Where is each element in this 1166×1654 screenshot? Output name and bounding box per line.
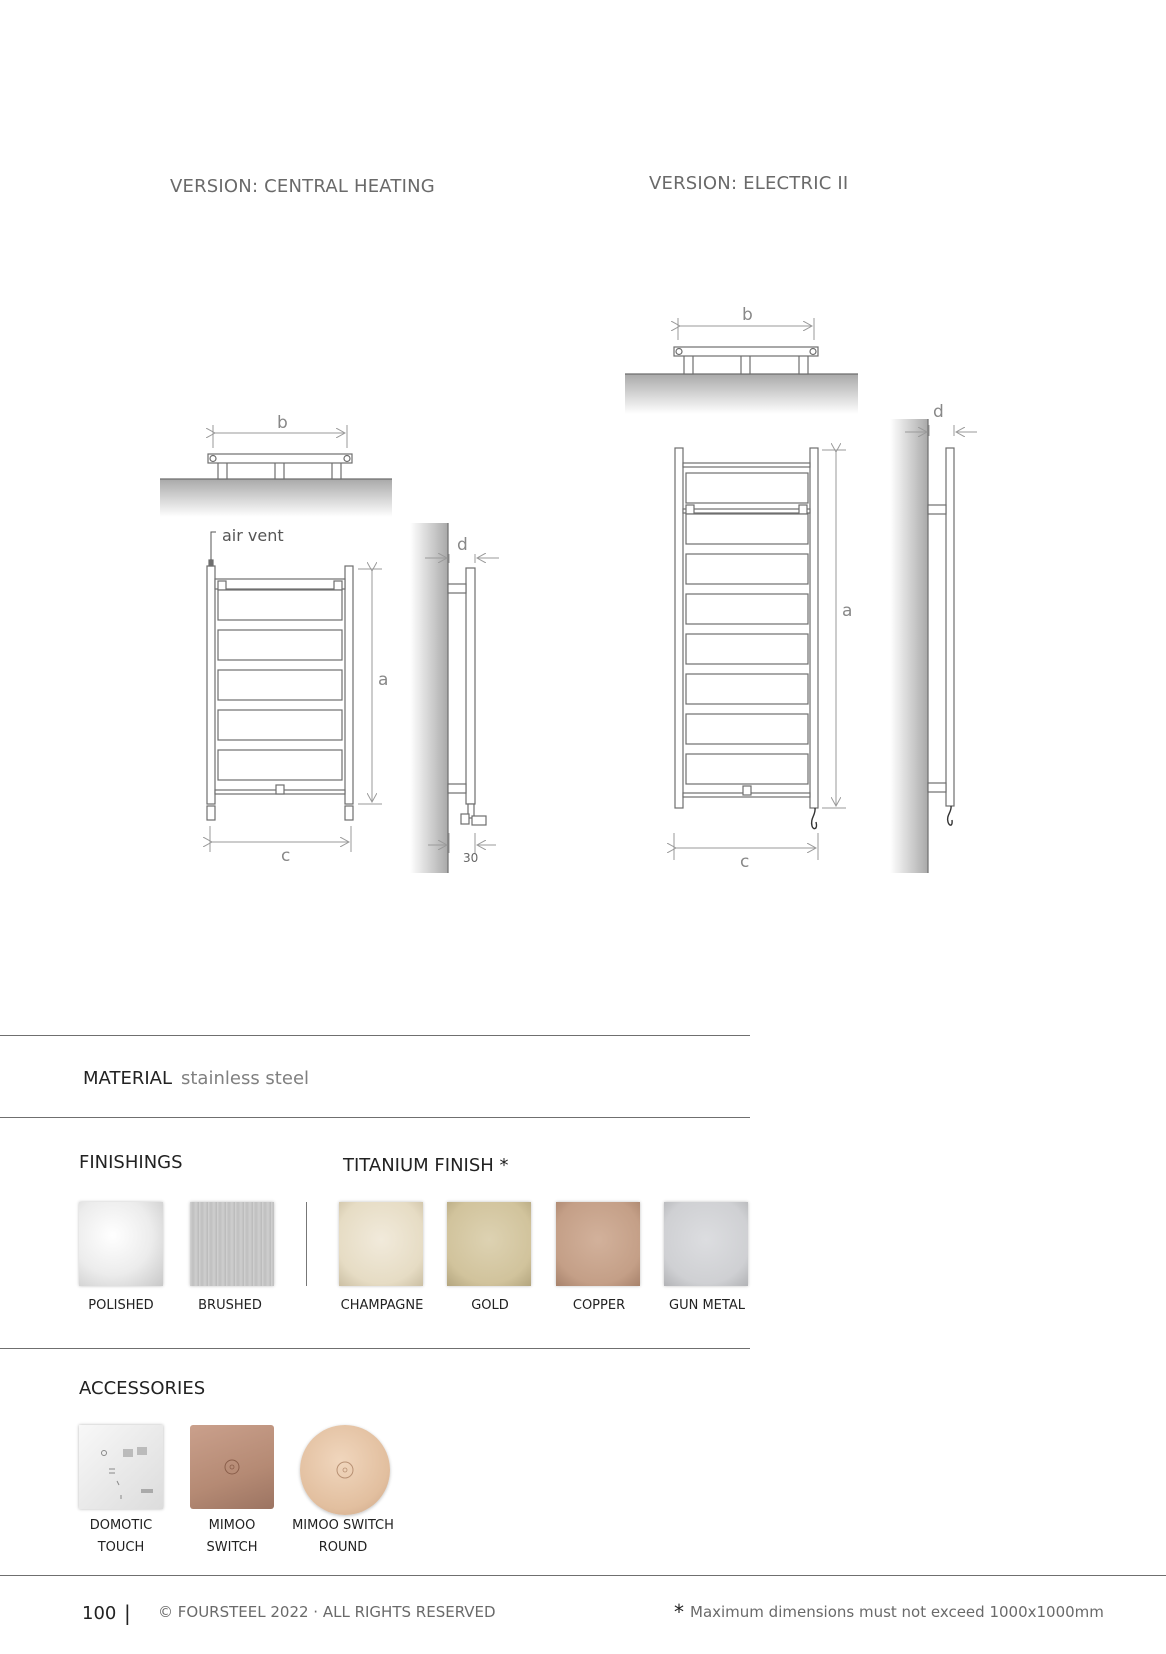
material-value: stainless steel [181,1068,310,1089]
label-domotic-touch [61,1515,181,1559]
titanium-finish-title: TITANIUM FINISH * [343,1155,509,1176]
divider-material [0,1117,750,1118]
divider-top [0,1035,750,1036]
label-mimoo-switch-line2: SWITCH [206,1540,258,1555]
power-button-icon [190,1425,274,1509]
swatch-brushed [190,1202,274,1286]
swatch-gun-metal [664,1202,748,1286]
accessory-domotic-touch-image [79,1425,163,1509]
accessory-mimoo-switch-image [190,1425,274,1509]
copyright-text: © FOURSTEEL 2022 · ALL RIGHTS RESERVED [158,1603,496,1621]
label-champagne: CHAMPAGNE [340,1298,424,1313]
page-number: 100 [82,1603,117,1624]
electric-side-view [890,419,977,873]
electric-dimension-d: d [933,402,944,422]
air-vent-label: air vent [222,526,284,545]
version-electric-title: VERSION: ELECTRIC II [649,173,849,194]
central-dimension-d: d [457,535,468,555]
central-valve-offset-label: 30 [463,851,479,865]
central-top-view [160,454,392,517]
electric-dimension-a: a [842,601,853,621]
label-polished: POLISHED [88,1298,154,1313]
label-mimoo-switch [172,1515,292,1559]
swatch-copper [556,1202,640,1286]
label-mimoo-switch-round [283,1515,403,1559]
electric-top-view [625,347,858,414]
electric-dimension-c: c [740,852,750,872]
central-dimension-c: c [281,846,291,866]
label-brushed: BRUSHED [198,1298,262,1313]
central-dimension-b: b [277,413,288,433]
label-domotic-touch-line1: DOMOTIC [89,1518,153,1533]
version-central-heating-title: VERSION: CENTRAL HEATING [170,176,435,197]
accessory-mimoo-switch-round-image [300,1425,390,1515]
footer-divider [0,1575,1166,1576]
label-mimoo-switch-round-line2: ROUND [318,1540,368,1555]
label-gun-metal: GUN METAL [669,1298,745,1313]
label-mimoo-switch-round-line1: MIMOO SWITCH [292,1518,394,1533]
accessories-title: ACCESSORIES [79,1378,206,1399]
label-domotic-touch-line2: TOUCH [97,1540,145,1555]
domotic-touch-panel-icon [79,1425,163,1509]
round-power-button-icon [300,1425,390,1515]
electric-dimension-b: b [742,305,753,325]
swatch-champagne [339,1202,423,1286]
central-dimension-a: a [378,670,389,690]
divider-finishings [0,1348,750,1349]
electric-front-view [675,448,818,808]
finishings-separator [306,1202,307,1286]
label-mimoo-switch-line1: MIMOO [208,1518,256,1533]
footnote-asterisk: * [674,1600,684,1624]
central-front-view [207,560,353,820]
material-label: MATERIAL [83,1068,172,1089]
label-copper: COPPER [572,1298,626,1313]
central-side-view [410,523,499,873]
swatch-gold [447,1202,531,1286]
swatch-polished [79,1202,163,1286]
finishings-title: FINISHINGS [79,1152,183,1173]
page-number-separator: | [124,1601,131,1625]
label-gold: GOLD [471,1298,509,1313]
footnote-text: Maximum dimensions must not exceed 1000x1000mm [690,1603,1104,1621]
